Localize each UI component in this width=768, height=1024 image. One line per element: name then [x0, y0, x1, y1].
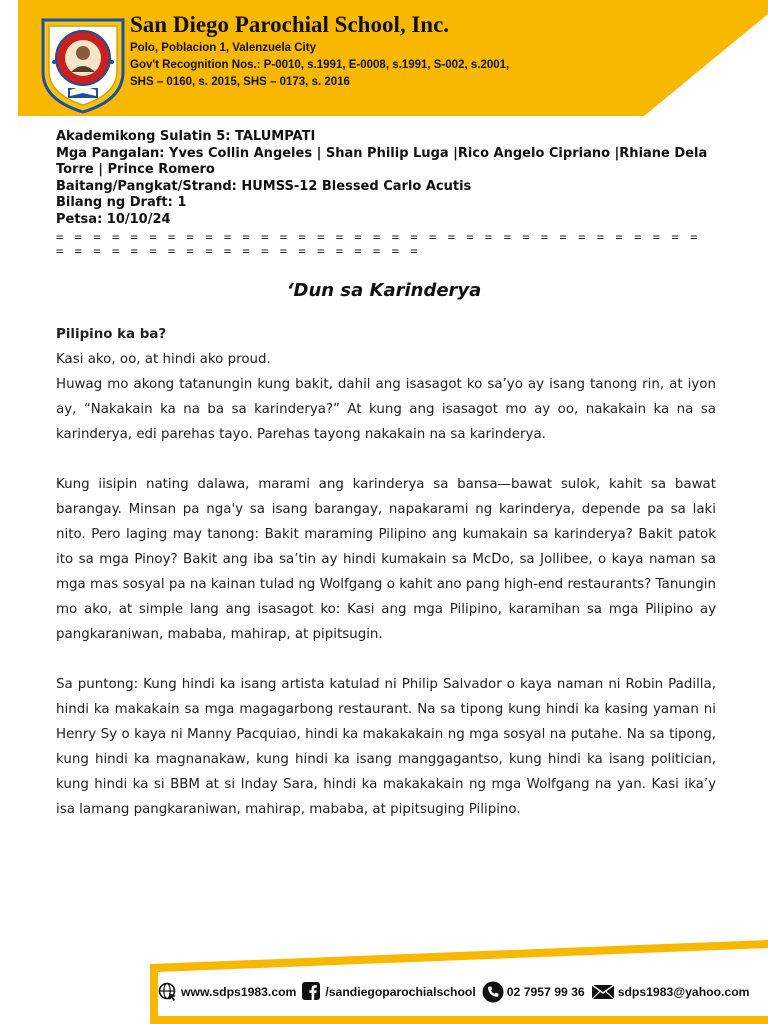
email-link[interactable]: sdps1983@yahoo.com: [617, 985, 750, 999]
paragraph-1: Huwag mo akong tatanungin kung bakit, dahil ang isasagot ko sa’yo ay isang tanong rin, at iyon ay, “Nakakain ka na ba sa karinderya?” At kung ang isasagot mo ay oo, nakakain ka na sa karinderya, edi parehas tayo. Parehas tayong nakakain na sa karinderya.: [56, 377, 716, 442]
phone-icon: [482, 981, 504, 1003]
info-line-strand: Baitang/Pangkat/Strand: HUMSS-12 Blessed Carlo Acutis: [56, 178, 472, 194]
header-band: [0, 0, 768, 116]
paragraph-3: Sa puntong: Kung hindi ka isang artista katulad ni Philip Salvador o kaya naman ni Robin Padilla, hindi ka makakain sa mga magagarbong restaurant. Na sa tipong kung hindi ka kasing yaman ni Henry Sy o kaya ni Manny Pacquiao, hindi ka makakakain ng mga sosyal na putahe. Na sa tipong, kung hindi ka magnanakaw, kung hindi ka isang manggagantso, kung hindi ka isang politician, kung hindi ka si BBM at si Inday Sara, hindi ka makakakain ng mga Wolfgang na yan. Kasi ika’y isa lamang pangkaraniwan, mahirap, mababa, at pipitsuging Pilipino.: [56, 677, 716, 817]
document-title: ‘Dun sa Karinderya: [286, 280, 482, 301]
paragraph-gap: [56, 647, 716, 672]
facebook-icon: [302, 982, 322, 1002]
phone-number[interactable]: 02 7957 99 36: [506, 985, 585, 999]
info-line-assignment: Akademikong Sulatin 5: TALUMPATI: [56, 129, 316, 144]
school-name: San Diego Parochial School, Inc.: [130, 12, 450, 37]
globe-cursor-icon: [158, 982, 178, 1002]
info-line-draft: Bilang ng Draft: 1: [56, 195, 187, 210]
footer-facebook[interactable]: [302, 982, 475, 1002]
website-link[interactable]: www.sdps1983.com: [181, 985, 297, 999]
info-line-date: Petsa: 10/10/24: [56, 211, 171, 227]
footer-email[interactable]: [591, 984, 750, 1000]
facebook-link[interactable]: /sandiegoparochialschool: [325, 985, 476, 999]
school-address: Polo, Poblacion 1, Valenzuela City: [130, 42, 316, 54]
recognition-line-2: SHS – 0160, s. 2015, SHS – 0173, s. 2016: [130, 76, 350, 88]
document-info: [56, 129, 726, 228]
opening-question: Pilipino ka ba?: [56, 327, 167, 342]
opening-line: Kasi ako, oo, at hindi ako proud.: [56, 352, 271, 367]
footer-phone[interactable]: [482, 981, 585, 1003]
envelope-icon: [591, 984, 615, 1000]
document-body: [56, 322, 716, 822]
recognition-line-1: Gov't Recognition Nos.: P-0010, s.1991, E-0008, s.1991, S-002, s.2001,: [130, 59, 510, 71]
school-seal-logo: [38, 14, 128, 114]
paragraph-2: Kung iisipin nating dalawa, marami ang karinderya sa bansa—bawat sulok, kahit sa bawat barangay. Minsan pa nga'y sa isang barangay, napakarami ng karinderya, depende pa sa laki nito. Pero laging may tanong: Bakit maraming Pilipino ang kumakain sa karinderya? Bakit patok ito sa mga Pinoy? Bakit ang iba sa’tin ay hindi kumakain sa McDo, sa Jollibee, o kaya naman sa mga mas sosyal pa na kainan tulad ng Wolfgang o kahit ano pang high-end restaurants? Tanungin mo ako, at simple lang ang isasagot ko: Kasi ang mga Pilipino, karamihan sa mga Pilipino ay pangkaraniwan, mababa, mahirap, at pipitsugin.: [56, 477, 716, 642]
separator-line: = = = = = = = = = = = = = = = = = = = = = = = = = = = = = = = = = = = = = = = = = = = = = = = = = = = = = = =: [56, 230, 700, 258]
info-line-names: Mga Pangalan: Yves Collin Angeles | Shan Philip Luga |Rico Angelo Cipriano |Rhiane Dela Torre | Prince Romero: [56, 145, 708, 177]
paragraph-gap: [56, 447, 716, 472]
footer-website[interactable]: [158, 982, 296, 1002]
footer-contacts: [158, 976, 758, 1008]
